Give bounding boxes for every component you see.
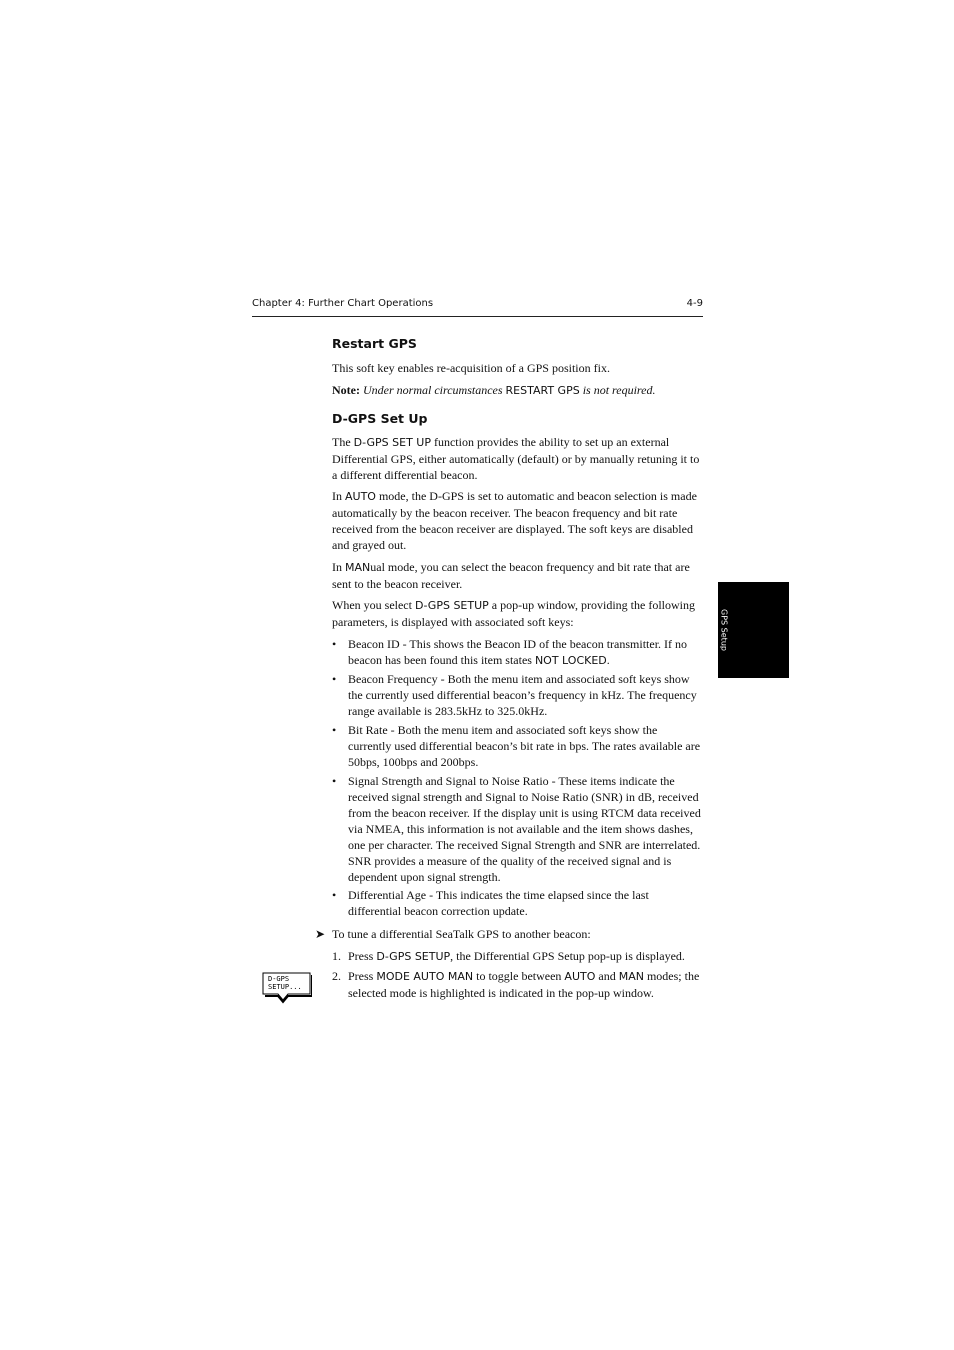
restart-gps-paragraph (332, 360, 703, 376)
note-keyword: RESTART GPS (505, 384, 580, 397)
keyword: MODE AUTO MAN (376, 970, 474, 983)
note-paragraph (332, 382, 703, 399)
softkey-line-2: SETUP... (268, 983, 302, 991)
keyword: D-GPS SET UP (353, 436, 431, 449)
bullet-dot: • (332, 888, 337, 902)
keyword: NOT LOCKED (534, 654, 607, 667)
keyword: MAN (618, 970, 644, 983)
softkey-line-1: D-GPS (268, 975, 290, 983)
text: modes; the selected mode is highlighted is indicated in the pop-up window. (348, 969, 700, 1000)
text: and (598, 969, 616, 983)
bullet-text: Differential Age - This indicates the time elapsed since the last differential beacon correction update. (348, 888, 649, 918)
restart-gps-heading: Restart GPS (332, 336, 417, 351)
procedure-intro-text: To tune a differential SeaTalk GPS to another beacon: (332, 927, 591, 941)
procedure-intro (315, 926, 715, 942)
bullet-text: Beacon Frequency - Both the menu item and associated soft keys show the currently used differential beacon’s frequency in kHz. The frequency range available is 283.5kHz to 325.0kHz. (348, 672, 697, 718)
text: Press (348, 969, 374, 983)
text: The (332, 435, 351, 449)
keyword: AUTO (345, 490, 376, 503)
text: Beacon ID - This shows the Beacon ID of the beacon transmitter. If no beacon has been found this item states (348, 637, 688, 667)
text: In (332, 560, 342, 574)
section-tab (718, 582, 789, 678)
dgps-paragraph-3 (332, 559, 703, 592)
chapter-title: Chapter 4: Further Chart Operations (252, 298, 434, 309)
step-number: 1. (332, 949, 341, 963)
keyword: D-GPS SETUP (414, 599, 489, 612)
text: ual mode, you can select the beacon frequency and bit rate that are sent to the beacon receiver. (332, 560, 690, 591)
text: In (332, 489, 342, 503)
dgps-paragraph-1 (332, 434, 703, 483)
text: , the Differential GPS Setup pop-up is displayed. (450, 949, 685, 963)
text: . (606, 653, 610, 667)
bullet-dot: • (332, 723, 337, 737)
section-tab-label: GPS Setup (719, 609, 729, 651)
dgps-setup-heading: D-GPS Set Up (332, 411, 428, 426)
dgps-paragraph-4 (332, 597, 703, 630)
running-header (252, 297, 703, 311)
text: function provides the ability to set up an external Differential GPS, either automatically (default) or by manually retuning it to a different differential beacon. (332, 435, 700, 482)
step-text (348, 968, 703, 1001)
text: Press (348, 949, 374, 963)
dgps-setup-softkey-icon (262, 972, 312, 1004)
bullet-dot: • (332, 774, 337, 788)
note-text-1: Under normal circumstances (362, 383, 503, 397)
keyword: D-GPS SETUP (376, 950, 451, 963)
keyword: MAN (345, 561, 371, 574)
page-number: 4-9 (686, 298, 703, 309)
arrow-icon: ➤ (315, 927, 326, 941)
bullet-dot: • (332, 672, 337, 686)
note-text-2: is not required. (582, 383, 656, 397)
text: When you select (332, 598, 412, 612)
bullet-text: Signal Strength and Signal to Noise Ratio - These items indicate the received signal strength and Signal to Noise Ratio (SNR) in dB, received from the beacon receiver. If the display unit is using RTCM data received via NMEA, this information is not available and the item shows dashes, one per character. The received Signal Strength and SNR are interrelated. SNR provides a measure of the quality of the received signal and is dependent upon signal strength. (348, 774, 701, 884)
bullet-text: Bit Rate - Both the menu item and associated soft keys show the currently used differential beacon’s bit rate in bps. The rates available are 50bps, 100bps and 200bps. (348, 723, 701, 769)
text: mode, the D-GPS is set to automatic and beacon selection is made automatically by the beacon receiver. The beacon frequency and bit rate received from the beacon receiver are displayed. The soft keys are disabled and grayed out. (332, 489, 697, 552)
restart-gps-text: This soft key enables re-acquisition of a GPS position fix. (332, 361, 610, 375)
keyword: AUTO (564, 970, 596, 983)
text: a pop-up window, providing the following parameters, is displayed with associated soft keys: (332, 598, 695, 629)
step-text (348, 948, 703, 965)
bullet-dot: • (332, 637, 337, 651)
bullet-text (348, 636, 703, 669)
dgps-paragraph-2 (332, 488, 703, 553)
note-label: Note: (332, 383, 360, 397)
header-rule (252, 316, 703, 317)
step-number: 2. (332, 969, 341, 983)
text: to toggle between (476, 969, 562, 983)
